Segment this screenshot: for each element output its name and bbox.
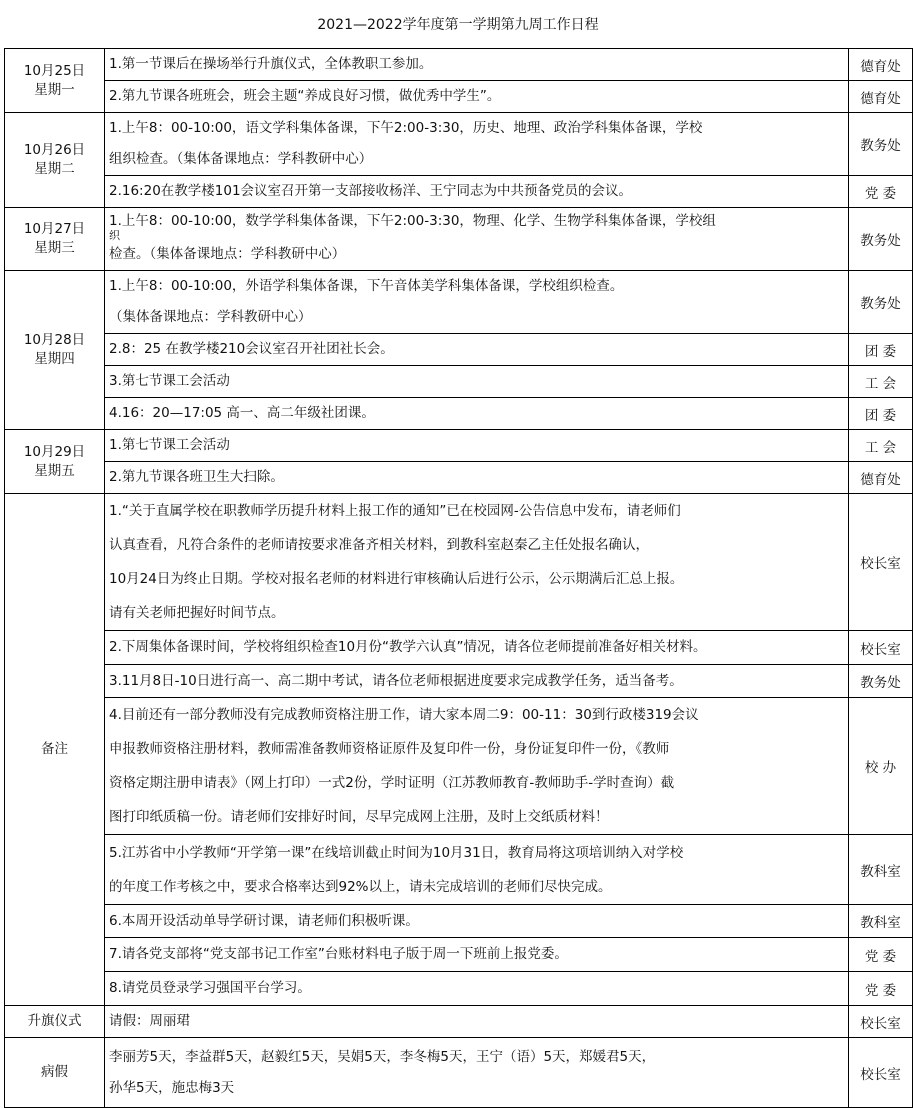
flag-label: 升旗仪式 [5,1006,105,1038]
dept-cell: 教务处 [849,208,913,271]
day-cell-monday: 10月25日 星期一 [5,49,105,113]
dept-cell: 工 会 [849,430,913,462]
table-row [5,972,913,1006]
table-row [5,81,913,113]
schedule-item: 1.上午8：00-10:00，数学学科集体备课，下午2:00-3:30，物理、化学、生物学科集体备课，学校组 织 检查。（集体备课地点：学科教研中心） [105,208,849,271]
table-row [5,698,913,835]
notes-label: 备注 [5,494,105,1006]
schedule-table [4,48,913,1108]
table-row [5,334,913,366]
table-row [5,430,913,462]
table-row [5,176,913,208]
schedule-item: 1.第七节课工会活动 [105,430,849,462]
dept-cell: 工 会 [849,366,913,398]
dept-cell: 德育处 [849,81,913,113]
dept-cell: 党 委 [849,972,913,1006]
note-item: 5.江苏省中小学教师“开学第一课”在线培训截止时间为10月31日，教育局将这项培训纳入对学校 的年度工作考核之中，要求合格率达到92%以上，请未完成培训的老师们尽快完成。 [105,835,849,905]
dept-cell: 团 委 [849,334,913,366]
schedule-item: 1.第一节课后在操场举行升旗仪式，全体教职工参加。 [105,49,849,81]
note-item: 1.“关于直属学校在职教师学历提升材料上报工作的通知”已在校园网-公告信息中发布，请老师们 认真查看，凡符合条件的老师请按要求准备齐相关材料，到教科室赵秦乙主任处报名确认， 10月24日为终止日期。学校对报名老师的材料进行审核确认后进行公示，公示期满后汇总上报。 请有关老师把握好时间节点。 [105,494,849,631]
table-row [5,1006,913,1038]
table-row [5,905,913,938]
table-row [5,835,913,905]
schedule-item: 2.8：25 在教学楼210会议室召开社团社长会。 [105,334,849,366]
note-item: 3.11月8日-10日进行高一、高二期中考试，请各位老师根据进度要求完成教学任务，适当备考。 [105,665,849,698]
dept-cell: 校长室 [849,1038,913,1108]
note-item: 2.下周集体备课时间，学校将组织检查10月份“教学六认真”情况，请各位老师提前准备好相关材料。 [105,631,849,665]
note-item: 7.请各党支部将“党支部书记工作室”台账材料电子版于周一下班前上报党委。 [105,938,849,972]
dept-cell: 校长室 [849,1006,913,1038]
note-item: 6.本周开设活动单导学研讨课，请老师们积极听课。 [105,905,849,938]
schedule-item: 1.上午8：00-10:00，外语学科集体备课，下午音体美学科集体备课，学校组织检查。 （集体备课地点：学科教研中心） [105,271,849,334]
dept-cell: 党 委 [849,176,913,208]
schedule-item: 2.第九节课各班卫生大扫除。 [105,462,849,494]
table-row [5,113,913,176]
table-row [5,665,913,698]
table-row [5,366,913,398]
dept-cell: 教科室 [849,905,913,938]
note-item: 4.目前还有一部分教师没有完成教师资格注册工作，请大家本周二9：00-11：30到行政楼319会议 申报教师资格注册材料，教师需准备教师资格证原件及复印件一份，身份证复印件一份，《教师 资格定期注册申请表》（网上打印）一式2份，学时证明（江苏教师教育-教师助手-学时查询）截 图打印纸质稿一份。请老师们安排好时间，尽早完成网上注册，及时上交纸质材料！ [105,698,849,835]
table-row [5,938,913,972]
dept-cell: 教务处 [849,271,913,334]
table-row [5,631,913,665]
dept-cell: 教务处 [849,113,913,176]
dept-cell: 校 办 [849,698,913,835]
flag-text: 请假：周丽珺 [105,1006,849,1038]
dept-cell: 校长室 [849,631,913,665]
day-cell-tuesday: 10月26日 星期二 [5,113,105,208]
table-row [5,494,913,631]
table-row [5,462,913,494]
dept-cell: 教务处 [849,665,913,698]
dept-cell: 教科室 [849,835,913,905]
table-row [5,49,913,81]
schedule-item: 2.第九节课各班班会，班会主题“养成良好习惯，做优秀中学生”。 [105,81,849,113]
dept-cell: 德育处 [849,49,913,81]
day-cell-friday: 10月29日 星期五 [5,430,105,494]
table-row [5,208,913,271]
sick-text: 李丽芳5天，李益群5天，赵毅红5天，吴娟5天，李冬梅5天，王宁（语）5天，郑媛君5天， 孙华5天，施忠梅3天 [105,1038,849,1108]
table-row [5,398,913,430]
day-cell-thursday: 10月28日 星期四 [5,271,105,430]
table-row [5,271,913,334]
dept-cell: 校长室 [849,494,913,631]
page-title: 2021—2022学年度第一学期第九周工作日程 [317,17,599,33]
schedule-item: 4.16：20—17:05 高一、高二年级社团课。 [105,398,849,430]
schedule-item: 3.第七节课工会活动 [105,366,849,398]
dept-cell: 德育处 [849,462,913,494]
note-item: 8.请党员登录学习强国平台学习。 [105,972,849,1006]
table-row [5,1038,913,1108]
dept-cell: 团 委 [849,398,913,430]
schedule-item: 1.上午8：00-10:00，语文学科集体备课，下午2:00-3:30，历史、地理、政治学科集体备课，学校 组织检查。（集体备课地点：学科教研中心） [105,113,849,176]
day-cell-wednesday: 10月27日 星期三 [5,208,105,271]
schedule-item: 2.16:20在教学楼101会议室召开第一支部接收杨洋、王宁同志为中共预备党员的会议。 [105,176,849,208]
dept-cell: 党 委 [849,938,913,972]
sick-label: 病假 [5,1038,105,1108]
